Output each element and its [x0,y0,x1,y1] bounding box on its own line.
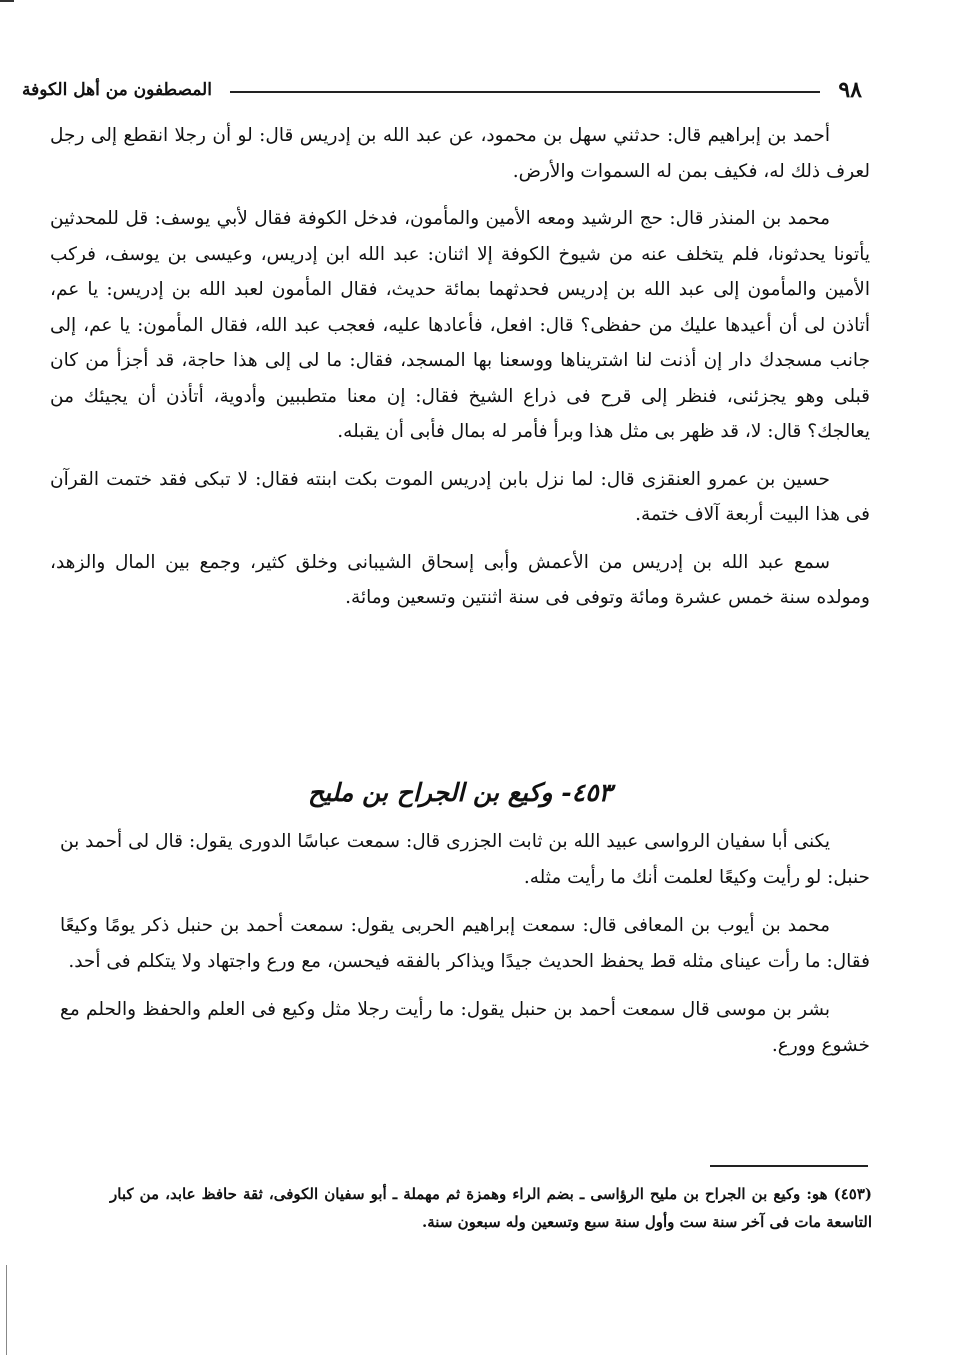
biography-text [60,824,870,1076]
paragraph: يكنى أبا سفيان الرواسى عبيد الله بن ثابت الجزرى قال: سمعت عباسًا الدورى يقول: قال لى أحمد بن حنبل: لو رأيت وكيعًا لعلمت أنك ما رأيت مثله. [60,831,870,888]
page-header [22,70,862,110]
paragraph: محمد بن المنذر قال: حج الرشيد ومعه الأمين والمأمون، فدخل الكوفة فقال لأبي يوسف: قل للمحدثين يأتونا يحدثونا، فلم يتخلف عنه من شيوخ الكوفة إلا اثنان: عبد الله ابن إدريس، وعيسى بن يوسف، فركب الأمين والمأمون إلى عبد الله بن إدريس فحدثهما بمائة حديث، فقال المأمون لعبد الله بن إدريس: يا عم، أتاذن لى أن أعيدها عليك من حفظى؟ قال: افعل، فأعادها عليه، فعجب عبد الله، فقال المأمون: يا عم، إلى جانب مسجدك دار إن أذنت لنا اشتريناها ووسعنا بها المسجد، فقال: ما لى إلى هذا حاجة، قد أجزأ من كان قبلى وهو يجزئنى، فنظر إلى قرح فى ذراع الشيخ فقال: إن معنا متطببين وأدوية، أتأذن أن يجيئك من يعالجك؟ قال: لا، قد ظهر بى مثل هذا وبرأ فأمر له بمال فأبى أن يقبله. [50,208,870,442]
page-number: ٩٨ [838,77,862,103]
scan-margin-line [6,1265,7,1355]
running-title: المصطفون من أهل الكوفة [22,80,212,100]
paragraph: بشر بن موسى قال سمعت أحمد بن حنبل يقول: ما رأيت رجلا مثل وكيع فى العلم والحفظ والحلم مع خشوع وورع. [60,999,870,1056]
corner-scan-mark [0,0,14,8]
paragraph: أحمد بن إبراهيم قال: حدثني سهل بن محمود، عن عبد الله بن إدريس قال: لو أن رجلا انقطع إلى رجل لعرف ذلك له، فكيف بمن له السموات والأرض. [50,125,870,182]
biography-heading: ٤٥٣- وكيع بن الجراح بن مليح [308,778,612,807]
footnote: (٤٥٣) هو: وكيع بن الجراح بن مليح الرؤاسى ـ بضم الراء وهمزة ثم مهملة ـ أبو سفيان الكوفى، ثقة حافظ عابد، من كبار التاسعة مات فى آخر سنة ست وأول سنة سبع وتسعين وله سبعون سنة. [110,1185,872,1231]
paragraph: محمد بن أيوب بن المعافى قال: سمعت إبراهيم الحربى يقول: سمعت أحمد بن حنبل ذكر يومًا وكيعًا فقال: ما رأت عيناى مثله قط يحفظ الحديث جيدًا ويذاكر بالفقه فيحسن، مع ورع واجتهاد ولا يتكلم فى أحد. [60,915,870,972]
main-text [50,118,870,628]
footnote-separator [710,1165,868,1167]
paragraph: حسين بن عمرو العنقزى قال: لما نزل بابن إدريس الموت بكت ابنته فقال: لا تبكى فقد ختمت القرآن فى هذا البيت أربعة آلاف ختمة. [50,468,870,525]
paragraph: سمع عبد الله بن إدريس من الأعمش وأبى إسحاق الشيبانى وخلق كثير، وجمع بين المال والزهد، ومولده سنة خمس عشرة ومائة وتوفى فى سنة اثنتين وتسعين ومائة. [50,551,870,608]
header-rule [230,91,820,93]
